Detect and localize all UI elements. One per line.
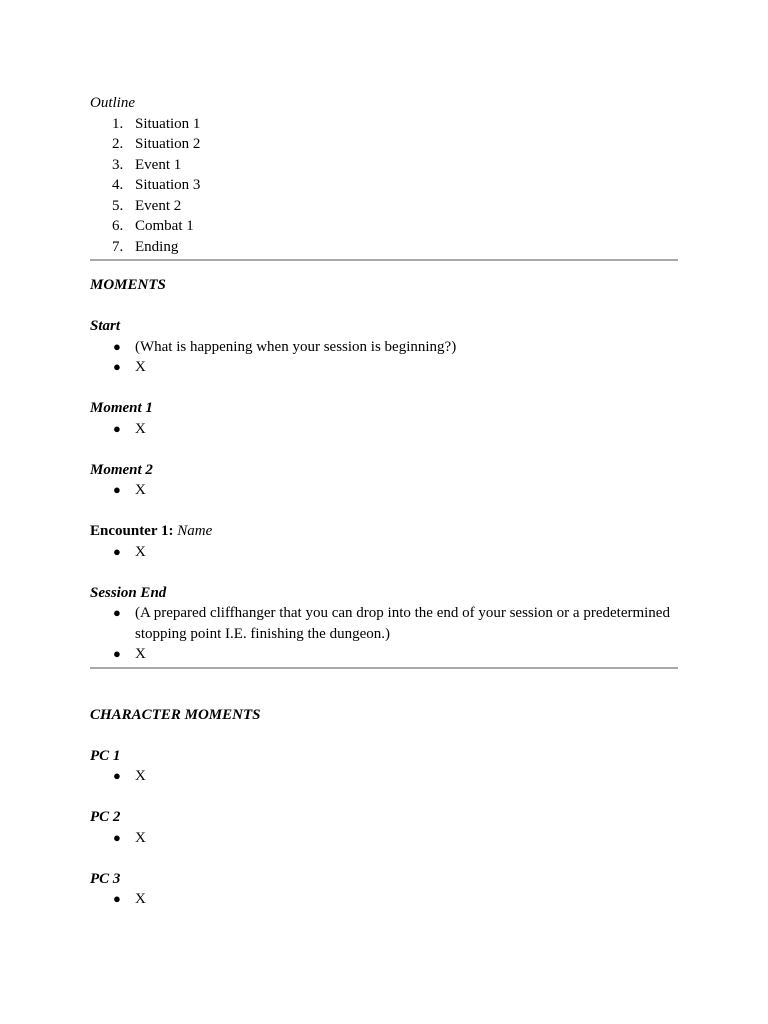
bullet-text: X	[135, 829, 146, 846]
pc3-title: PC 3	[90, 870, 121, 887]
outline-item	[90, 175, 678, 196]
outline-item	[90, 216, 678, 237]
moment2-bullets	[90, 480, 678, 501]
list-number: 1.	[112, 115, 124, 132]
list-number: 6.	[112, 218, 124, 234]
bullet-text: (What is happening when your session is beginning?)	[135, 338, 457, 355]
outline-item-text: Situation 1	[135, 115, 201, 132]
pc1-bullets	[90, 766, 678, 787]
pc1-title: PC 1	[90, 747, 121, 764]
list-item	[90, 603, 678, 644]
list-item	[90, 337, 678, 358]
start-title: Start	[90, 318, 121, 334]
list-item	[90, 419, 678, 440]
outline-item-text: Ending	[135, 238, 179, 255]
bullet-text: X	[135, 420, 146, 437]
bullet-icon: ●	[113, 359, 121, 374]
bullet-icon: ●	[113, 338, 121, 354]
outline-item	[90, 114, 678, 135]
pc2-title: PC 2	[90, 809, 121, 825]
moment2-title: Moment 2	[90, 461, 153, 478]
bullet-icon: ●	[113, 605, 121, 620]
moment1-bullets	[90, 419, 678, 440]
document-page	[90, 93, 678, 910]
moments-heading: MOMENTS	[90, 277, 166, 293]
bullet-icon: ●	[113, 891, 121, 906]
list-item	[90, 480, 678, 501]
list-number: 4.	[112, 177, 124, 193]
bullet-text: X	[135, 646, 146, 662]
bullet-text: X	[135, 482, 146, 498]
outline-item	[90, 237, 678, 258]
outline-item-text: Event 1	[135, 156, 182, 173]
start-bullets	[90, 337, 678, 378]
bullet-icon: ●	[113, 768, 121, 783]
encounter1-title-label: Encounter 1:	[90, 523, 174, 539]
bullet-text: (A prepared cliffhanger that you can drop into the end of your session or a predetermined stopping point I.E. finishing the dungeon.)	[135, 605, 670, 642]
outline-list	[90, 114, 678, 258]
bullet-icon: ●	[113, 829, 121, 845]
outline-item	[90, 196, 678, 217]
outline-item	[90, 155, 678, 176]
bullet-icon: ●	[113, 646, 121, 661]
bullet-icon: ●	[113, 420, 121, 436]
bullet-text: X	[135, 768, 146, 784]
outline-item	[90, 134, 678, 155]
list-item	[90, 828, 678, 849]
list-item	[90, 542, 678, 563]
moment1-title: Moment 1	[90, 400, 153, 416]
session-end-title: Session End	[90, 584, 167, 601]
list-item	[90, 766, 678, 787]
session-end-bullets	[90, 603, 678, 665]
encounter1-title-name: Name	[177, 523, 213, 539]
outline-item-text: Situation 2	[135, 136, 201, 152]
bullet-text: X	[135, 359, 146, 375]
list-number: 7.	[112, 238, 124, 255]
list-item	[90, 889, 678, 910]
list-item	[90, 357, 678, 378]
list-number: 3.	[112, 156, 124, 173]
pc2-bullets	[90, 828, 678, 849]
encounter1-title	[90, 521, 678, 542]
outline-heading: Outline	[90, 95, 135, 111]
bullet-icon: ●	[113, 543, 121, 559]
outline-item-text: Combat 1	[135, 218, 194, 234]
bullet-icon: ●	[113, 482, 121, 497]
bullet-text: X	[135, 891, 146, 907]
list-number: 5.	[112, 197, 124, 214]
pc3-bullets	[90, 889, 678, 910]
outline-item-text: Situation 3	[135, 177, 201, 193]
list-item	[90, 644, 678, 665]
list-number: 2.	[112, 136, 124, 152]
bullet-text: X	[135, 543, 146, 560]
outline-item-text: Event 2	[135, 197, 182, 214]
character-moments-heading: CHARACTER MOMENTS	[90, 706, 261, 723]
encounter1-bullets	[90, 542, 678, 563]
